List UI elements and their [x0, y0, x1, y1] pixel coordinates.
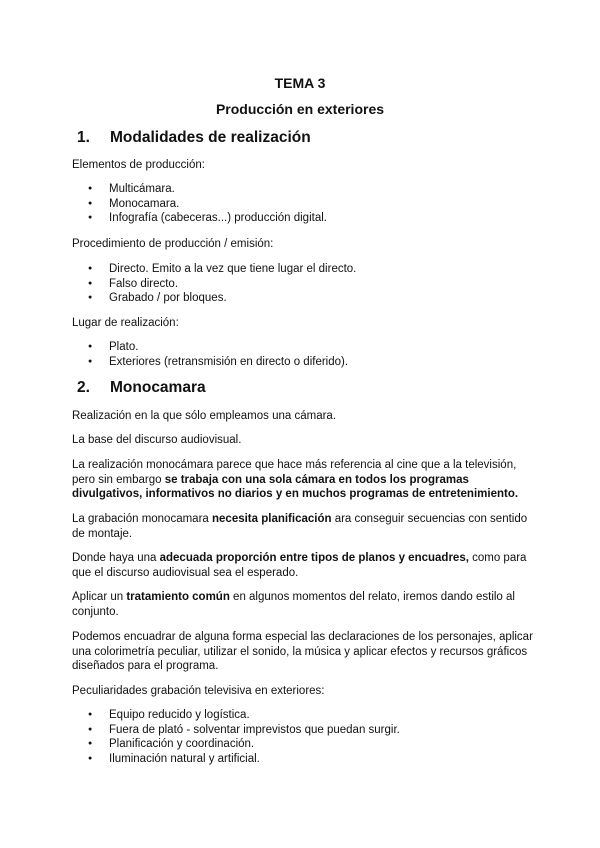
paragraph-4-text-c: ara conseguir secuencias con sentido de montaje. [72, 513, 528, 540]
paragraph-6-text-a: Aplicar un [72, 591, 127, 603]
paragraph-4 [72, 512, 534, 541]
section-1-title: Modalidades de realización [110, 129, 311, 146]
section-2-number: 2. [77, 379, 90, 396]
elementos-label: Elementos de producción: [72, 159, 205, 171]
lugar-list [72, 340, 532, 369]
paragraph-3-text: La realización monocámara parece que hace más referencia al cine que a la televisión, pero sin embargo [72, 459, 517, 486]
elementos-list [72, 182, 532, 226]
paragraph-1: Realización en la que sólo empleamos una cámara. [72, 410, 337, 422]
paragraph-6-bold: tratamiento común [126, 591, 230, 603]
list-item: ● Planificación y coordinación. [72, 737, 532, 752]
paragraph-4-text-a: La grabación monocamara [72, 513, 212, 525]
paragraph-5 [72, 551, 534, 580]
list-item: ● Falso directo. [72, 277, 532, 292]
list-item: ● Grabado / por bloques. [72, 291, 532, 306]
paragraph-6-text-c: en algunos momentos del relato, iremos dando estilo al conjunto. [72, 591, 515, 618]
paragraph-5-bold: adecuada proporción entre tipos de planos y encuadres, [159, 552, 469, 564]
paragraph-5-text-a: Donde haya una [72, 552, 160, 564]
list-item: ● Plato. [72, 340, 532, 355]
procedimiento-label: Procedimiento de producción / emisión: [72, 238, 274, 250]
paragraph-3 [72, 458, 534, 502]
list-item: ● Directo. Emito a la vez que tiene lugar el directo. [72, 262, 532, 277]
list-item: ● Iluminación natural y artificial. [72, 752, 532, 767]
paragraph-4-bold: necesita planificación [212, 513, 332, 525]
paragraph-2: La base del discurso audiovisual. [72, 434, 242, 446]
list-item: ● Equipo reducido y logística. [72, 708, 532, 723]
section-1-heading [77, 129, 311, 147]
section-2-title: Monocamara [110, 379, 206, 396]
lugar-label: Lugar de realización: [72, 317, 179, 329]
list-item: ● Multicámara. [72, 182, 532, 197]
procedimiento-list [72, 262, 532, 306]
list-item: ● Monocamara. [72, 197, 532, 212]
peculiaridades-list [72, 708, 532, 766]
paragraph-7: Podemos encuadrar de alguna forma especial las declaraciones de los personajes, aplicar una colorimetría peculiar, utilizar el sonido, la música y aplicar efectos y recursos gráficos diseñados para el programa. [72, 631, 533, 672]
paragraph-5-text-c: como para que el discurso audiovisual sea el esperado. [72, 552, 527, 579]
section-1-number: 1. [77, 129, 90, 146]
paragraph-6 [72, 590, 534, 619]
document-subtitle: Producción en exteriores [215, 101, 385, 117]
section-2-heading [77, 379, 206, 397]
list-item: ● Exteriores (retransmisión en directo o diferido). [72, 355, 532, 370]
peculiaridades-label: Peculiaridades grabación televisiva en exteriores: [72, 685, 325, 697]
paragraph-3-bold: se trabaja con una sola cámara en todos los programas divulgativos, informativos no diarios y en muchos programas de entretenimiento. [72, 473, 519, 500]
list-item: ● Infografía (cabeceras...) producción digital. [72, 211, 532, 226]
document-title: TEMA 3 [274, 75, 326, 91]
list-item: ● Fuera de plató - solventar imprevistos que puedan surgir. [72, 723, 532, 738]
